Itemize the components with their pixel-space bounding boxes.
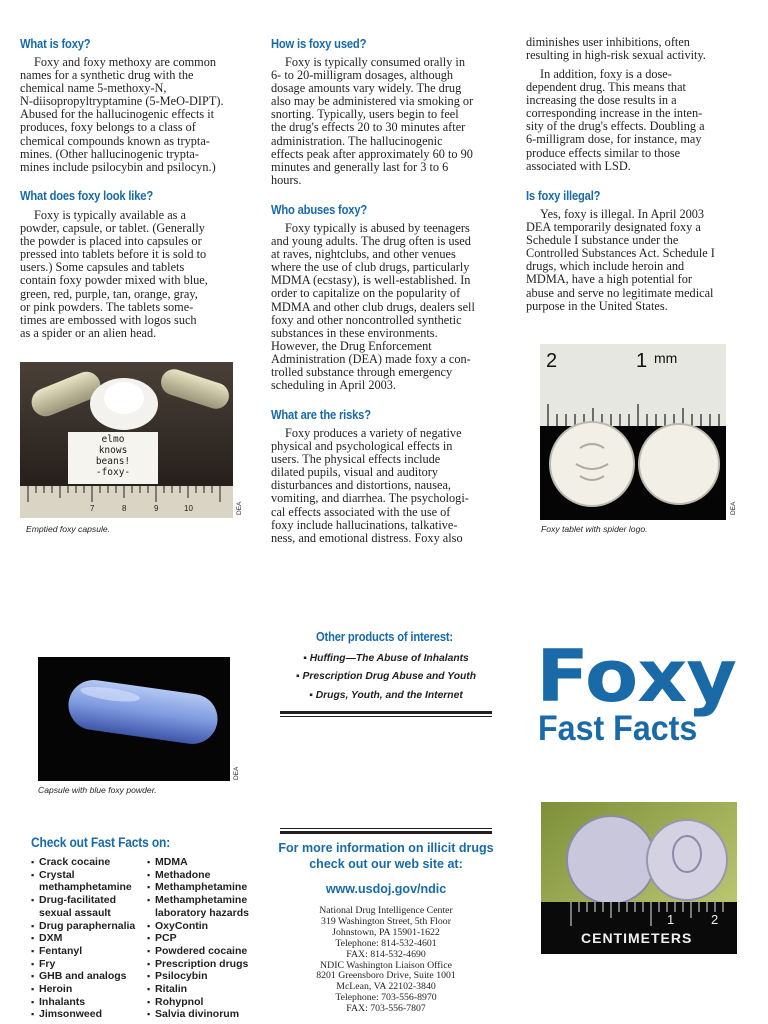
list-item[interactable]: ▪ Methadone — [147, 869, 267, 882]
list-item[interactable]: ▪ Fry — [31, 958, 141, 971]
paragraph-what-is-foxy: Foxy and foxy methoxy are common names for a synthetic drug with the chemical name 5-methoxy-N, N-diisopropyltryptamine (5-MeO-DIPT). Abused for the hallucinogenic effects it produces, foxy belongs to a class of chemical compounds known as trypta- mines. (Other hallucinogenic trypta- mines include psilocybin and psilocyn.) — [20, 55, 224, 174]
list-item[interactable]: ▪ Rohypnol — [147, 996, 267, 1009]
ndic-address-block: National Drug Intelligence Center 319 Washington Street, 5th Floor Johnstown, PA 15901-1622 Telephone: 814-532-4601 FAX: 814-532-4690 NDIC Washington Liaison Office 8201 Greensboro Drive, Suite 1001 McLean, VA 22102-3840 Telephone: 703-556-8970 FAX: 703-556-7807 — [316, 905, 456, 1015]
list-item[interactable]: ▪ Drug paraphernalia — [31, 920, 141, 933]
fast-facts-list-right — [147, 856, 267, 1021]
list-item[interactable]: ▪ MDMA — [147, 856, 267, 869]
bullet-icon: ▪ — [309, 690, 316, 701]
ruler-tick-10: 10 — [184, 504, 193, 513]
product-item-2[interactable] — [280, 671, 492, 682]
caption-blue-capsule: Capsule with blue foxy powder. — [38, 785, 157, 795]
photo-cover-tablets — [541, 802, 737, 954]
heading-what-does-foxy-look-like: What does foxy look like? — [20, 188, 153, 203]
caption-foxy-tablet: Foxy tablet with spider logo. — [541, 524, 648, 534]
heading-is-foxy-illegal: Is foxy illegal? — [526, 188, 601, 203]
photo-credit-dea-2: DEA — [730, 501, 737, 515]
photo-foxy-tablet-spider-logo — [540, 344, 726, 520]
list-item[interactable]: ▪ Methamphetamine — [147, 881, 267, 894]
list-item[interactable]: ▪ Crack cocaine — [31, 856, 141, 869]
bullet-icon: ▪ — [303, 653, 310, 664]
bullet-icon: ▪ — [295, 671, 303, 682]
paragraph-is-foxy-illegal: Yes, foxy is illegal. In April 2003 DEA temporarily designated foxy a Schedule I substance under the Controlled Substances Act. Schedule I drugs, which include heroin and MDMA, have a high potential for abuse and serve no legitimate medical purpose in the United States. — [526, 207, 715, 313]
divider-thin-2 — [280, 828, 492, 829]
list-item[interactable]: ▪ OxyContin — [147, 920, 267, 933]
caption-emptied-capsule: Emptied foxy capsule. — [26, 524, 111, 534]
stamp-label-text: elmo knows beans! -foxy- — [95, 434, 131, 478]
list-item[interactable]: ▪ Salvia divinorum — [147, 1008, 267, 1021]
cover-ruler-number-1: 1 — [667, 912, 675, 927]
paragraph-foxy-appearance: Foxy is typically available as a powder, capsule, or tablet. (Generally the powder is placed into capsules or pressed into tablets before it is sold to users.) Some capsules and tablets contain foxy powder mixed with blue, green, red, purple, tan, orange, gray, or pink powders. The tablets some- times are embossed with logos such as a spider or an alien head. — [20, 208, 208, 340]
divider-thick-2 — [280, 831, 492, 834]
ruler-tick-8: 8 — [122, 504, 127, 513]
photo-blue-foxy-capsule — [38, 657, 230, 781]
cover-ruler-label: CENTIMETERS — [581, 930, 693, 946]
list-item[interactable]: ▪ Psilocybin — [147, 970, 267, 983]
list-item[interactable]: ▪ Ritalin — [147, 983, 267, 996]
paragraph-who-abuses-foxy: Foxy typically is abused by teenagers and young adults. The drug often is used at raves, nightclubs, and other venues where the use of club drugs, particularly MDMA (ecstasy), is well-established. In order to capitalize on the popularity of MDMA and other club drugs, dealers sell foxy and other noncontrolled synthetic substances in these environments. However, the Drug Enforcement Administration (DEA) made foxy a con- trolled substance through emergency scheduling in April 2003. — [271, 221, 475, 393]
photo-credit-dea: DEA — [236, 501, 243, 515]
list-item[interactable]: ▪ PCP — [147, 932, 267, 945]
product-label: Huffing—The Abuse of Inhalants — [309, 653, 469, 664]
product-label: Drugs, Youth, and the Internet — [315, 690, 463, 701]
list-item[interactable]: ▪ Fentanyl — [31, 945, 141, 958]
heading-what-are-the-risks: What are the risks? — [271, 407, 371, 422]
product-label: Prescription Drug Abuse and Youth — [302, 671, 477, 682]
paragraph-how-foxy-used: Foxy is typically consumed orally in 6- to 20-milligram dosages, although dosage amounts vary widely. The drug also may be administered via smoking or snorting. Typically, users begin to feel the drug's effects 20 to 30 minutes after administration. The hallucinogenic effects peak after approximately 60 to 90 minutes and generally last for 3 to 6 hours. — [271, 55, 474, 187]
heading-who-abuses-foxy: Who abuses foxy? — [271, 202, 368, 217]
list-item[interactable]: ▪ Powdered cocaine — [147, 945, 267, 958]
ruler-tick-7: 7 — [90, 504, 95, 513]
photo-emptied-foxy-capsule — [20, 362, 233, 518]
blue-capsule-illustration — [38, 657, 230, 781]
fast-facts-list-left — [31, 856, 141, 1021]
list-item[interactable]: ▪ Drug-facilitated sexual assault — [31, 894, 141, 919]
list-item[interactable]: ▪ Inhalants — [31, 996, 141, 1009]
cover-title-foxy: Foxy — [536, 634, 736, 718]
more-info-heading: For more information on illicit drugs check out our web site at: — [278, 841, 494, 871]
paragraph-risks: Foxy produces a variety of negative physical and psychological effects in users. The physical effects include dilated pupils, visual and auditory disturbances and distortions, nausea, vomiting, and diarrhea. The psychologi- cal effects associated with the use of foxy include hallucinations, talkative- ness, and emotional distress. Foxy also — [271, 426, 469, 545]
paragraph-dose-dependent: In addition, foxy is a dose- dependent drug. This means that increasing the dose results in a corresponding increase in the inten- sity of the drug's effects. Doubling a 6-milligram dose, for instance, may produce effects similar to those associated with LSD. — [526, 67, 705, 173]
ruler-tick-9: 9 — [154, 504, 159, 513]
cover-title-fast-facts: Fast Facts — [538, 709, 698, 748]
photo-credit-dea-3: DEA — [233, 766, 240, 780]
tablet-photo-illustration — [540, 344, 726, 520]
ruler-number-2: 2 — [546, 350, 558, 372]
list-item[interactable]: ▪ DXM — [31, 932, 141, 945]
paragraph-risks-continued: diminishes user inhibitions, often resulting in high-risk sexual activity. — [526, 35, 706, 63]
list-item[interactable]: ▪ Prescription drugs — [147, 958, 267, 971]
product-item-1[interactable] — [280, 653, 492, 664]
ruler-number-1: 1 — [636, 350, 648, 372]
list-item[interactable]: ▪ Heroin — [31, 983, 141, 996]
list-item[interactable]: ▪ Methamphetamine laboratory hazards — [147, 894, 267, 919]
product-item-3[interactable] — [280, 690, 492, 701]
divider-thick — [280, 711, 492, 714]
website-link[interactable]: www.usdoj.gov/ndic — [325, 882, 447, 896]
divider-thin — [280, 716, 492, 717]
list-item[interactable]: ▪ Crystal methamphetamine — [31, 869, 141, 894]
heading-what-is-foxy: What is foxy? — [20, 36, 91, 51]
cover-ruler-number-2: 2 — [711, 912, 719, 927]
heading-how-is-foxy-used: How is foxy used? — [271, 36, 367, 51]
heading-other-products: Other products of interest: — [316, 629, 453, 644]
heading-check-out-fast-facts: Check out Fast Facts on: — [31, 834, 171, 850]
list-item[interactable]: ▪ Jimsonweed — [31, 1008, 141, 1021]
ruler-unit-mm: mm — [654, 350, 678, 366]
list-item[interactable]: ▪ GHB and analogs — [31, 970, 141, 983]
